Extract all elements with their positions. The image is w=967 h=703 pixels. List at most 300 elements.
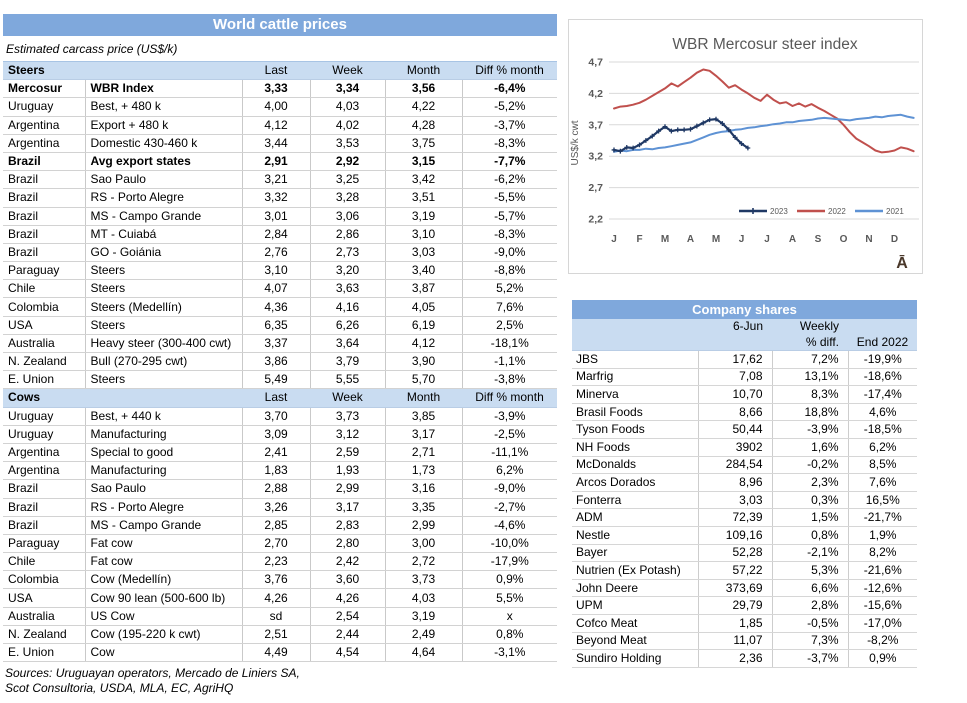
month-cell: 4,28 xyxy=(385,116,462,134)
month-cell: 3,85 xyxy=(385,407,462,425)
company-row xyxy=(572,526,917,544)
end-2022-cell: -17,0% xyxy=(848,614,917,632)
description-cell: MS - Campo Grande xyxy=(85,207,242,225)
month-cell: 3,00 xyxy=(385,534,462,552)
month-cell: 6,19 xyxy=(385,316,462,334)
diff-cell: -5,2% xyxy=(462,98,557,116)
diff-cell: 0,9% xyxy=(462,571,557,589)
month-cell: 1,73 xyxy=(385,462,462,480)
month-cell: 2,71 xyxy=(385,443,462,461)
description-cell: Export + 480 k xyxy=(85,116,242,134)
y-tick-label: 2,7 xyxy=(588,182,603,195)
week-cell: 2,44 xyxy=(310,625,385,643)
company-row xyxy=(572,632,917,650)
region-cell: E. Union xyxy=(3,371,85,389)
week-cell: 4,16 xyxy=(310,298,385,316)
price-cell: 3902 xyxy=(698,438,772,456)
x-tick-label: O xyxy=(839,234,848,245)
price-cell: 3,03 xyxy=(698,491,772,509)
diff-cell: -5,5% xyxy=(462,189,557,207)
region-cell: Chile xyxy=(3,280,85,298)
description-cell: Cow (195-220 k cwt) xyxy=(85,625,242,643)
description-cell: MT - Cuiabá xyxy=(85,225,242,243)
description-cell: US Cow xyxy=(85,607,242,625)
week-cell: 3,79 xyxy=(310,353,385,371)
month-cell: 4,22 xyxy=(385,98,462,116)
month-cell: 2,49 xyxy=(385,625,462,643)
description-cell: Sao Paulo xyxy=(85,171,242,189)
month-cell: 3,16 xyxy=(385,480,462,498)
column-header: Last xyxy=(242,62,310,80)
month-cell: 5,70 xyxy=(385,371,462,389)
company-row xyxy=(572,368,917,386)
table-row xyxy=(3,262,557,280)
region-cell: USA xyxy=(3,316,85,334)
table-row xyxy=(3,480,557,498)
last-cell: 2,91 xyxy=(242,152,310,170)
weekly-diff-cell: 7,2% xyxy=(772,351,848,369)
month-cell: 3,35 xyxy=(385,498,462,516)
description-cell: Sao Paulo xyxy=(85,480,242,498)
table-row xyxy=(3,462,557,480)
diff-cell: x xyxy=(462,607,557,625)
company-table xyxy=(572,319,917,668)
company-row xyxy=(572,509,917,527)
region-cell: Argentina xyxy=(3,134,85,152)
description-cell: MS - Campo Grande xyxy=(85,516,242,534)
table-row xyxy=(3,243,557,261)
table-row xyxy=(3,171,557,189)
region-cell: Mercosur xyxy=(3,80,85,98)
price-cell: 2,36 xyxy=(698,650,772,668)
price-cell: 284,54 xyxy=(698,456,772,474)
table-row xyxy=(3,571,557,589)
last-cell: 3,44 xyxy=(242,134,310,152)
column-header: Diff % month xyxy=(462,62,557,80)
x-tick-label: F xyxy=(636,234,643,245)
diff-cell: -6,4% xyxy=(462,80,557,98)
diff-cell: -9,0% xyxy=(462,480,557,498)
company-row xyxy=(572,579,917,597)
description-cell: Steers xyxy=(85,316,242,334)
series-2023 xyxy=(614,119,748,151)
weekly-diff-cell: 0,3% xyxy=(772,491,848,509)
company-row xyxy=(572,438,917,456)
weekly-diff-cell: 18,8% xyxy=(772,403,848,421)
y-tick-label: 3,7 xyxy=(588,119,603,132)
week-cell: 3,28 xyxy=(310,189,385,207)
week-cell: 3,17 xyxy=(310,498,385,516)
month-cell: 2,72 xyxy=(385,553,462,571)
diff-cell: -1,1% xyxy=(462,353,557,371)
price-cell: 10,70 xyxy=(698,386,772,404)
week-cell: 1,93 xyxy=(310,462,385,480)
description-cell: Manufacturing xyxy=(85,425,242,443)
company-shares-panel xyxy=(572,300,917,668)
diff-cell: 7,6% xyxy=(462,298,557,316)
x-tick-label: M xyxy=(711,234,721,245)
region-cell: Brazil xyxy=(3,152,85,170)
company-row xyxy=(572,474,917,492)
company-row xyxy=(572,386,917,404)
last-cell: 3,01 xyxy=(242,207,310,225)
y-axis-label: US$/k cwt xyxy=(570,120,581,166)
diff-cell: 6,2% xyxy=(462,462,557,480)
description-cell: Best, + 440 k xyxy=(85,407,242,425)
weekly-diff-cell: -0,5% xyxy=(772,614,848,632)
legend-label: 2023 xyxy=(770,206,788,216)
last-cell: 2,88 xyxy=(242,480,310,498)
table-row xyxy=(3,607,557,625)
table-row xyxy=(3,334,557,352)
table-row xyxy=(3,207,557,225)
last-cell: 3,37 xyxy=(242,334,310,352)
last-cell: 2,51 xyxy=(242,625,310,643)
last-cell: 3,70 xyxy=(242,407,310,425)
company-col-date: 6-Jun xyxy=(698,319,772,335)
price-cell: 72,39 xyxy=(698,509,772,527)
end-2022-cell: 1,9% xyxy=(848,526,917,544)
month-cell: 4,05 xyxy=(385,298,462,316)
region-cell: Colombia xyxy=(3,571,85,589)
company-row xyxy=(572,614,917,632)
company-row xyxy=(572,650,917,668)
month-cell: 3,90 xyxy=(385,353,462,371)
company-name-cell: Brasil Foods xyxy=(572,403,698,421)
legend-label: 2021 xyxy=(886,206,904,216)
table-row xyxy=(3,152,557,170)
column-header: Week xyxy=(310,62,385,80)
price-cell: 57,22 xyxy=(698,562,772,580)
diff-cell: -3,7% xyxy=(462,116,557,134)
month-cell: 2,99 xyxy=(385,516,462,534)
sources-line-2: Scot Consultoria, USDA, MLA, EC, AgriHQ xyxy=(5,681,234,696)
table-row xyxy=(3,189,557,207)
description-cell: Best, + 480 k xyxy=(85,98,242,116)
table-row xyxy=(3,625,557,643)
company-name-cell: McDonalds xyxy=(572,456,698,474)
month-cell: 3,75 xyxy=(385,134,462,152)
diff-cell: -17,9% xyxy=(462,553,557,571)
x-tick-label: N xyxy=(865,234,873,245)
week-cell: 2,59 xyxy=(310,443,385,461)
region-cell: Uruguay xyxy=(3,407,85,425)
week-cell: 4,02 xyxy=(310,116,385,134)
company-name-cell: Nutrien (Ex Potash) xyxy=(572,562,698,580)
diff-cell: -2,7% xyxy=(462,498,557,516)
last-cell: sd xyxy=(242,607,310,625)
description-cell: Domestic 430-460 k xyxy=(85,134,242,152)
region-cell: Brazil xyxy=(3,225,85,243)
week-cell: 3,12 xyxy=(310,425,385,443)
description-cell: Steers xyxy=(85,280,242,298)
company-name-cell: Fonterra xyxy=(572,491,698,509)
table-row xyxy=(3,98,557,116)
weekly-diff-cell: 13,1% xyxy=(772,368,848,386)
region-cell: Australia xyxy=(3,607,85,625)
marker-plus-icon xyxy=(675,127,680,132)
week-cell: 3,63 xyxy=(310,280,385,298)
diff-cell: -4,6% xyxy=(462,516,557,534)
description-cell: WBR Index xyxy=(85,80,242,98)
description-cell: RS - Porto Alegre xyxy=(85,189,242,207)
month-cell: 3,56 xyxy=(385,80,462,98)
company-row xyxy=(572,456,917,474)
weekly-diff-cell: -3,7% xyxy=(772,650,848,668)
y-tick-label: 2,2 xyxy=(588,213,603,226)
description-cell: RS - Porto Alegre xyxy=(85,498,242,516)
company-name-cell: Tyson Foods xyxy=(572,421,698,439)
price-cell: 17,62 xyxy=(698,351,772,369)
series-2022 xyxy=(614,70,914,153)
x-tick-label: A xyxy=(686,234,695,245)
last-cell: 4,00 xyxy=(242,98,310,116)
column-header: Last xyxy=(242,389,310,407)
region-cell: Paraguay xyxy=(3,534,85,552)
last-cell: 3,32 xyxy=(242,189,310,207)
company-name-cell: Cofco Meat xyxy=(572,614,698,632)
month-cell: 3,51 xyxy=(385,189,462,207)
section-header-row xyxy=(3,389,557,407)
diff-cell: -3,1% xyxy=(462,644,557,662)
diff-cell: -3,8% xyxy=(462,371,557,389)
price-cell: 373,69 xyxy=(698,579,772,597)
region-cell: Paraguay xyxy=(3,262,85,280)
table-row xyxy=(3,425,557,443)
end-2022-cell: 7,6% xyxy=(848,474,917,492)
section-label: Steers xyxy=(3,62,242,80)
company-name-cell: Nestle xyxy=(572,526,698,544)
month-cell: 4,03 xyxy=(385,589,462,607)
region-cell: Uruguay xyxy=(3,425,85,443)
weekly-diff-cell: 5,3% xyxy=(772,562,848,580)
x-tick-label: J xyxy=(611,234,617,245)
last-cell: 2,41 xyxy=(242,443,310,461)
description-cell: Fat cow xyxy=(85,553,242,571)
week-cell: 3,06 xyxy=(310,207,385,225)
description-cell: Cow 90 lean (500-600 lb) xyxy=(85,589,242,607)
week-cell: 3,73 xyxy=(310,407,385,425)
company-row xyxy=(572,491,917,509)
description-cell: Bull (270-295 cwt) xyxy=(85,353,242,371)
end-2022-cell: -21,6% xyxy=(848,562,917,580)
price-cell: 29,79 xyxy=(698,597,772,615)
diff-cell: -9,0% xyxy=(462,243,557,261)
last-cell: 4,26 xyxy=(242,589,310,607)
month-cell: 4,64 xyxy=(385,644,462,662)
last-cell: 4,07 xyxy=(242,280,310,298)
description-cell: Cow (Medellín) xyxy=(85,571,242,589)
company-row xyxy=(572,421,917,439)
section-header-row xyxy=(3,62,557,80)
company-row xyxy=(572,403,917,421)
week-cell: 2,42 xyxy=(310,553,385,571)
region-cell: USA xyxy=(3,589,85,607)
week-cell: 2,54 xyxy=(310,607,385,625)
region-cell: Brazil xyxy=(3,189,85,207)
description-cell: Manufacturing xyxy=(85,462,242,480)
region-cell: Brazil xyxy=(3,480,85,498)
company-header-row-1 xyxy=(572,319,917,335)
week-cell: 6,26 xyxy=(310,316,385,334)
last-cell: 6,35 xyxy=(242,316,310,334)
y-tick-label: 4,7 xyxy=(588,56,603,69)
region-cell: Brazil xyxy=(3,171,85,189)
table-row xyxy=(3,553,557,571)
end-2022-cell: -19,9% xyxy=(848,351,917,369)
diff-cell: -8,3% xyxy=(462,134,557,152)
last-cell: 2,85 xyxy=(242,516,310,534)
column-header: Diff % month xyxy=(462,389,557,407)
table-row xyxy=(3,316,557,334)
company-col-end-2022: End 2022 xyxy=(848,335,917,351)
last-cell: 3,09 xyxy=(242,425,310,443)
end-2022-cell: 16,5% xyxy=(848,491,917,509)
table-row xyxy=(3,644,557,662)
table-row xyxy=(3,298,557,316)
section-label: Cows xyxy=(3,389,242,407)
description-cell: Special to good xyxy=(85,443,242,461)
world-cattle-prices-panel xyxy=(3,14,557,696)
x-tick-label: A xyxy=(788,234,797,245)
weekly-diff-cell: 6,6% xyxy=(772,579,848,597)
diff-cell: 5,5% xyxy=(462,589,557,607)
price-cell: 52,28 xyxy=(698,544,772,562)
table-row xyxy=(3,134,557,152)
month-cell: 3,19 xyxy=(385,207,462,225)
table-row xyxy=(3,280,557,298)
end-2022-cell: -21,7% xyxy=(848,509,917,527)
x-tick-label: J xyxy=(738,234,745,245)
last-cell: 3,33 xyxy=(242,80,310,98)
price-cell: 50,44 xyxy=(698,421,772,439)
diff-cell: -2,5% xyxy=(462,425,557,443)
price-cell: 7,08 xyxy=(698,368,772,386)
region-cell: Chile xyxy=(3,553,85,571)
table-row xyxy=(3,353,557,371)
table-row xyxy=(3,80,557,98)
week-cell: 5,55 xyxy=(310,371,385,389)
company-name-cell: Sundiro Holding xyxy=(572,650,698,668)
marker-plus-icon xyxy=(682,127,687,132)
chart-canvas xyxy=(569,20,922,273)
diff-cell: -8,3% xyxy=(462,225,557,243)
company-name-cell: ADM xyxy=(572,509,698,527)
price-cell: 8,96 xyxy=(698,474,772,492)
description-cell: Heavy steer (300-400 cwt) xyxy=(85,334,242,352)
x-tick-label: M xyxy=(660,234,670,245)
company-name-cell: NH Foods xyxy=(572,438,698,456)
month-cell: 3,15 xyxy=(385,152,462,170)
last-cell: 3,10 xyxy=(242,262,310,280)
week-cell: 4,26 xyxy=(310,589,385,607)
end-2022-cell: 0,9% xyxy=(848,650,917,668)
weekly-diff-cell: 1,6% xyxy=(772,438,848,456)
weekly-diff-cell: 0,8% xyxy=(772,526,848,544)
end-2022-cell: -8,2% xyxy=(848,632,917,650)
weekly-diff-cell: -3,9% xyxy=(772,421,848,439)
description-cell: Cow xyxy=(85,644,242,662)
price-cell: 109,16 xyxy=(698,526,772,544)
diff-cell: -5,7% xyxy=(462,207,557,225)
company-row xyxy=(572,544,917,562)
region-cell: Argentina xyxy=(3,462,85,480)
weekly-diff-cell: 1,5% xyxy=(772,509,848,527)
wbr-mercosur-steer-index-chart xyxy=(568,19,923,274)
weekly-diff-cell: 8,3% xyxy=(772,386,848,404)
company-name-cell: JBS xyxy=(572,351,698,369)
description-cell: Fat cow xyxy=(85,534,242,552)
company-name-cell: Beyond Meat xyxy=(572,632,698,650)
last-cell: 4,12 xyxy=(242,116,310,134)
company-name-cell: Arcos Dorados xyxy=(572,474,698,492)
week-cell: 4,54 xyxy=(310,644,385,662)
week-cell: 2,80 xyxy=(310,534,385,552)
region-cell: Brazil xyxy=(3,243,85,261)
end-2022-cell: 8,2% xyxy=(848,544,917,562)
week-cell: 3,53 xyxy=(310,134,385,152)
description-cell: Avg export states xyxy=(85,152,242,170)
last-cell: 1,83 xyxy=(242,462,310,480)
x-tick-label: S xyxy=(814,234,822,245)
region-cell: Australia xyxy=(3,334,85,352)
description-cell: Steers (Medellín) xyxy=(85,298,242,316)
month-cell: 3,19 xyxy=(385,607,462,625)
end-2022-cell: -17,4% xyxy=(848,386,917,404)
region-cell: Brazil xyxy=(3,516,85,534)
table-row xyxy=(3,589,557,607)
week-cell: 2,86 xyxy=(310,225,385,243)
company-row xyxy=(572,351,917,369)
weekly-diff-cell: 2,8% xyxy=(772,597,848,615)
x-tick-label: J xyxy=(764,234,770,245)
diff-cell: -11,1% xyxy=(462,443,557,461)
weekly-diff-cell: 7,3% xyxy=(772,632,848,650)
region-cell: E. Union xyxy=(3,644,85,662)
month-cell: 3,73 xyxy=(385,571,462,589)
week-cell: 3,25 xyxy=(310,171,385,189)
weekly-diff-cell: -2,1% xyxy=(772,544,848,562)
week-cell: 3,60 xyxy=(310,571,385,589)
region-cell: Brazil xyxy=(3,498,85,516)
diff-cell: -7,7% xyxy=(462,152,557,170)
region-cell: N. Zealand xyxy=(3,353,85,371)
week-cell: 3,34 xyxy=(310,80,385,98)
cattle-table xyxy=(3,61,557,662)
diff-cell: 2,5% xyxy=(462,316,557,334)
last-cell: 2,23 xyxy=(242,553,310,571)
month-cell: 3,40 xyxy=(385,262,462,280)
price-cell: 8,66 xyxy=(698,403,772,421)
diff-cell: -6,2% xyxy=(462,171,557,189)
month-cell: 4,12 xyxy=(385,334,462,352)
y-tick-label: 3,2 xyxy=(588,150,603,163)
company-name-cell: Minerva xyxy=(572,386,698,404)
watermark-logo: Ā xyxy=(896,255,908,272)
month-cell: 3,42 xyxy=(385,171,462,189)
month-cell: 3,10 xyxy=(385,225,462,243)
last-cell: 3,86 xyxy=(242,353,310,371)
end-2022-cell: -12,6% xyxy=(848,579,917,597)
table-row xyxy=(3,534,557,552)
price-cell: 1,85 xyxy=(698,614,772,632)
description-cell: GO - Goiánia xyxy=(85,243,242,261)
region-cell: Brazil xyxy=(3,207,85,225)
legend-label: 2022 xyxy=(828,206,846,216)
table-row xyxy=(3,225,557,243)
last-cell: 2,70 xyxy=(242,534,310,552)
cattle-subtitle: Estimated carcass price (US$/k) xyxy=(6,42,178,56)
